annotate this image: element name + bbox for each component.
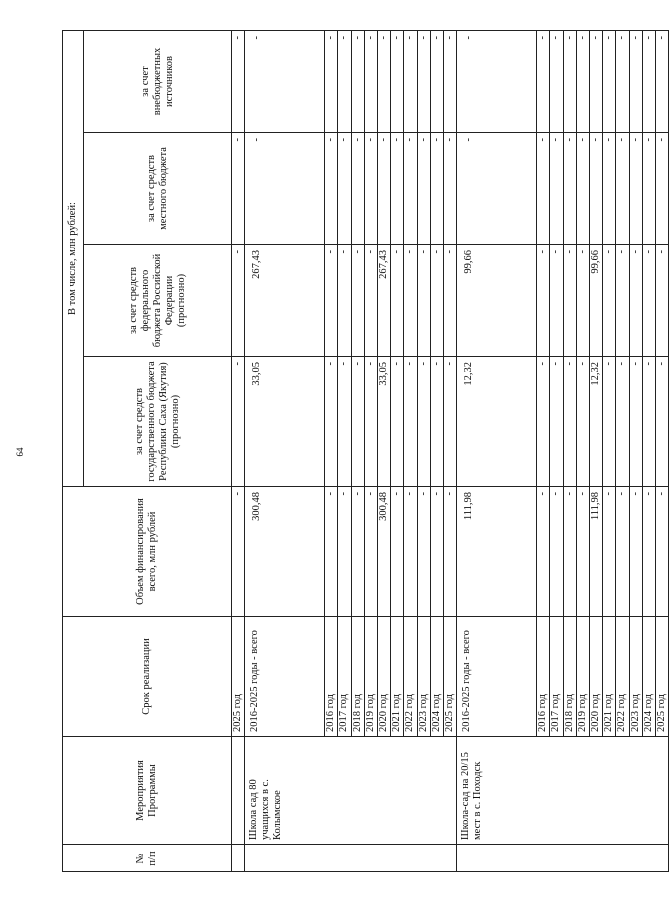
cell-local: - bbox=[391, 132, 404, 244]
period-year: 2021 год bbox=[391, 616, 404, 736]
cell-federal: - bbox=[537, 244, 550, 356]
cell-local: - bbox=[643, 132, 656, 244]
cell-extra: - bbox=[444, 30, 457, 132]
cell-extra: - bbox=[643, 30, 656, 132]
cell-total: - bbox=[616, 486, 629, 616]
cell-local: - bbox=[418, 132, 431, 244]
cell-total: - bbox=[391, 486, 404, 616]
cell-federal: - bbox=[338, 244, 351, 356]
event-name: Школа сад 80 учащихся в с. Колымское bbox=[245, 736, 457, 844]
cell-federal: - bbox=[352, 244, 365, 356]
cell-extra: - bbox=[418, 30, 431, 132]
cell-federal: - bbox=[643, 244, 656, 356]
cell-local: - bbox=[550, 132, 563, 244]
cell-local: - bbox=[245, 132, 325, 244]
cell-extra: - bbox=[352, 30, 365, 132]
cell-extra: - bbox=[391, 30, 404, 132]
cell-republic: - bbox=[564, 356, 577, 486]
period-year: 2020 год bbox=[378, 616, 391, 736]
cell-extra: - bbox=[378, 30, 391, 132]
cell-federal: - bbox=[603, 244, 616, 356]
cell-republic: - bbox=[603, 356, 616, 486]
cell-total: - bbox=[352, 486, 365, 616]
period-year: 2023 год bbox=[630, 616, 643, 736]
header-num: № п/п bbox=[62, 844, 232, 872]
cell-federal: - bbox=[564, 244, 577, 356]
period-year: 2024 год bbox=[431, 616, 444, 736]
row-number bbox=[245, 844, 457, 872]
cell-republic: - bbox=[404, 356, 417, 486]
period-year: 2021 год bbox=[603, 616, 616, 736]
cell-total: - bbox=[325, 486, 338, 616]
cell-republic: - bbox=[643, 356, 656, 486]
cell-republic: 12,32 bbox=[590, 356, 603, 486]
cell-republic: - bbox=[630, 356, 643, 486]
cell-local: - bbox=[404, 132, 417, 244]
header-federal: за счет средств федерального бюджета Российской Федерации (прогнозно) bbox=[84, 244, 232, 356]
cell-republic: 12,32 bbox=[457, 356, 537, 486]
cell-total: - bbox=[656, 486, 669, 616]
cell-total: - bbox=[577, 486, 590, 616]
cell-federal: - bbox=[550, 244, 563, 356]
cell-republic: - bbox=[444, 356, 457, 486]
period-year: 2017 год bbox=[550, 616, 563, 736]
cell-republic: - bbox=[616, 356, 629, 486]
period-year: 2023 год bbox=[418, 616, 431, 736]
cell-republic: - bbox=[418, 356, 431, 486]
cell-total: - bbox=[431, 486, 444, 616]
cell-republic: - bbox=[325, 356, 338, 486]
period-year: 2018 год bbox=[564, 616, 577, 736]
period-year: 2016 год bbox=[537, 616, 550, 736]
cell-total: - bbox=[365, 486, 378, 616]
cell-federal: 99,66 bbox=[457, 244, 537, 356]
cell-republic: - bbox=[338, 356, 351, 486]
cell-federal: - bbox=[616, 244, 629, 356]
cell-republic: - bbox=[550, 356, 563, 486]
cell-extra: - bbox=[630, 30, 643, 132]
period-year: 2016 год bbox=[325, 616, 338, 736]
cell-extra: - bbox=[537, 30, 550, 132]
cell-total: 111,98 bbox=[590, 486, 603, 616]
cell-federal: 267,43 bbox=[245, 244, 325, 356]
cell-total: - bbox=[338, 486, 351, 616]
event-name: Школа-сад на 20/15 мест в с. Походск bbox=[457, 736, 669, 844]
period-year: 2017 год bbox=[338, 616, 351, 736]
cell-total: 111,98 bbox=[457, 486, 537, 616]
cell-republic: 33,05 bbox=[245, 356, 325, 486]
cell-extra: - bbox=[232, 30, 245, 132]
cell-local: - bbox=[577, 132, 590, 244]
header-period: Срок реализации bbox=[62, 616, 232, 736]
cell-total: - bbox=[603, 486, 616, 616]
cell-local: - bbox=[537, 132, 550, 244]
period-total: 2016-2025 годы - всего bbox=[245, 616, 325, 736]
row-number bbox=[457, 844, 669, 872]
cell-total: - bbox=[564, 486, 577, 616]
cell-extra: - bbox=[431, 30, 444, 132]
cell-local: - bbox=[325, 132, 338, 244]
cell-federal: - bbox=[325, 244, 338, 356]
cell-local: - bbox=[656, 132, 669, 244]
cell-total: - bbox=[550, 486, 563, 616]
cell-local: - bbox=[603, 132, 616, 244]
cell-local: - bbox=[444, 132, 457, 244]
period-year: 2025 год bbox=[656, 616, 669, 736]
cell-total: - bbox=[444, 486, 457, 616]
header-group: В том числе, млн рублей: bbox=[62, 30, 84, 486]
period-year: 2025 год bbox=[444, 616, 457, 736]
cell-federal: - bbox=[232, 244, 245, 356]
cell-federal: - bbox=[656, 244, 669, 356]
cell-republic: - bbox=[391, 356, 404, 486]
cell-republic: - bbox=[232, 356, 245, 486]
page-number: 64 bbox=[15, 447, 25, 457]
cell-federal: - bbox=[404, 244, 417, 356]
period-year: 2024 год bbox=[643, 616, 656, 736]
cell-federal: - bbox=[391, 244, 404, 356]
period-year: 2018 год bbox=[352, 616, 365, 736]
cell-republic: - bbox=[537, 356, 550, 486]
cell-local: - bbox=[431, 132, 444, 244]
cell-local: - bbox=[352, 132, 365, 244]
cell-extra: - bbox=[338, 30, 351, 132]
cell-total: - bbox=[537, 486, 550, 616]
cell-local: - bbox=[616, 132, 629, 244]
cell-total: - bbox=[630, 486, 643, 616]
row-number bbox=[232, 844, 245, 872]
cell-local: - bbox=[457, 132, 537, 244]
cell-local: - bbox=[378, 132, 391, 244]
cell-federal: - bbox=[365, 244, 378, 356]
cell-total: 300,48 bbox=[378, 486, 391, 616]
header-extra: за счет внебюджетных источников bbox=[84, 30, 232, 132]
header-event: Мероприятия Программы bbox=[62, 736, 232, 844]
period-year: 2025 год bbox=[232, 616, 245, 736]
cell-local: - bbox=[365, 132, 378, 244]
header-total: Объем финансирования всего, млн рублей bbox=[62, 486, 232, 616]
cell-local: - bbox=[232, 132, 245, 244]
cell-federal: 267,43 bbox=[378, 244, 391, 356]
cell-federal: - bbox=[630, 244, 643, 356]
period-total: 2016-2025 годы - всего bbox=[457, 616, 537, 736]
cell-extra: - bbox=[656, 30, 669, 132]
cell-extra: - bbox=[325, 30, 338, 132]
header-local: за счет средств местного бюджета bbox=[84, 132, 232, 244]
cell-extra: - bbox=[616, 30, 629, 132]
cell-extra: - bbox=[590, 30, 603, 132]
cell-local: - bbox=[630, 132, 643, 244]
cell-federal: - bbox=[577, 244, 590, 356]
cell-total: - bbox=[232, 486, 245, 616]
cell-federal: - bbox=[444, 244, 457, 356]
cell-republic: - bbox=[431, 356, 444, 486]
financing-table bbox=[62, 30, 669, 872]
cell-federal: - bbox=[418, 244, 431, 356]
cell-republic: - bbox=[577, 356, 590, 486]
cell-extra: - bbox=[577, 30, 590, 132]
cell-republic: - bbox=[352, 356, 365, 486]
cell-republic: - bbox=[656, 356, 669, 486]
cell-local: - bbox=[564, 132, 577, 244]
cell-federal: - bbox=[431, 244, 444, 356]
cell-republic: - bbox=[365, 356, 378, 486]
cell-total: - bbox=[418, 486, 431, 616]
cell-extra: - bbox=[564, 30, 577, 132]
cell-extra: - bbox=[365, 30, 378, 132]
cell-extra: - bbox=[404, 30, 417, 132]
period-year: 2019 год bbox=[365, 616, 378, 736]
cell-total: - bbox=[643, 486, 656, 616]
cell-extra: - bbox=[550, 30, 563, 132]
period-year: 2019 год bbox=[577, 616, 590, 736]
event-name bbox=[232, 736, 245, 844]
cell-extra: - bbox=[245, 30, 325, 132]
header-republic: за счет средств государственного бюджета Республики Саха (Якутия) (прогнозно) bbox=[84, 356, 232, 486]
cell-republic: 33,05 bbox=[378, 356, 391, 486]
cell-total: 300,48 bbox=[245, 486, 325, 616]
cell-total: - bbox=[404, 486, 417, 616]
cell-local: - bbox=[590, 132, 603, 244]
cell-extra: - bbox=[603, 30, 616, 132]
cell-federal: 99,66 bbox=[590, 244, 603, 356]
cell-local: - bbox=[338, 132, 351, 244]
cell-extra: - bbox=[457, 30, 537, 132]
period-year: 2022 год bbox=[616, 616, 629, 736]
period-year: 2020 год bbox=[590, 616, 603, 736]
period-year: 2022 год bbox=[404, 616, 417, 736]
